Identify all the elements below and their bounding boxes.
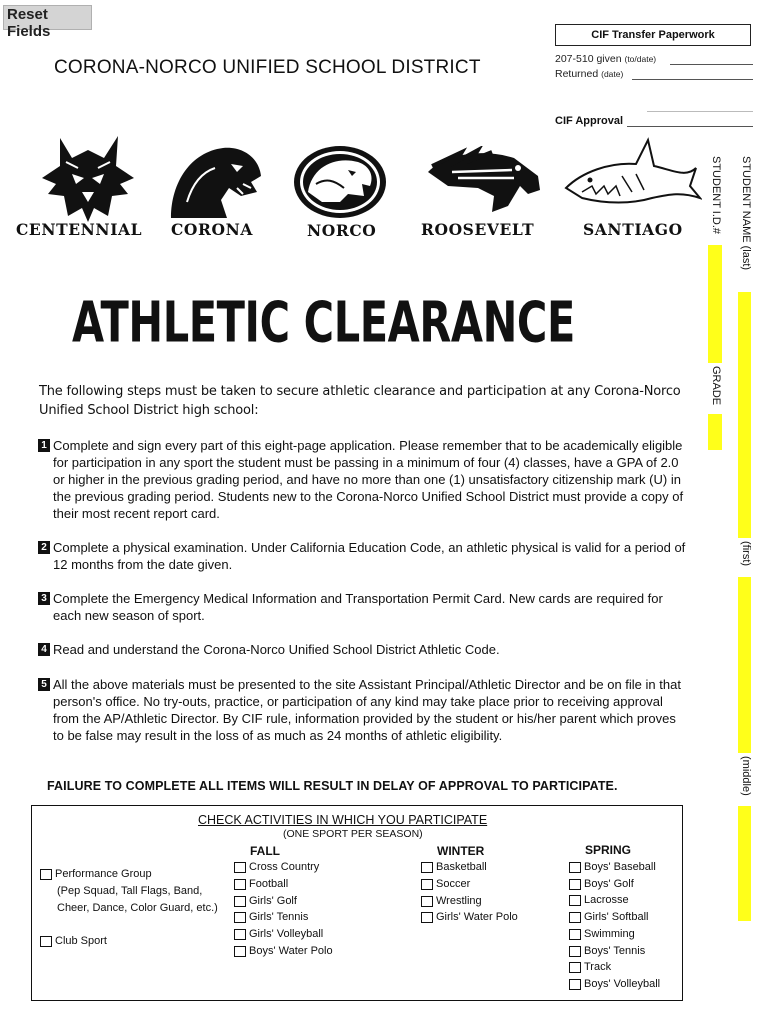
mustang-logo-icon [422, 146, 544, 216]
checkbox-label: Girls' Golf [249, 895, 297, 907]
step-number: 5 [38, 678, 50, 691]
step-text: All the above materials must be presented to the site Assistant Principal/Athletic Director and be on file in that person's office. No try-outs, practice, or participation of any kind may take place prior to receiving approval from the AP/Athletic Director. By CIF rule, information provided by the student or his/her parent which proves to be false may result in the loss of as much as 24 months of athletic eligibility. [53, 677, 681, 743]
checkbox-boys-golf[interactable] [569, 878, 634, 890]
fall-heading: FALL [250, 844, 280, 858]
checkbox-label: Boys' Golf [584, 878, 634, 890]
step-number: 4 [38, 643, 50, 656]
checkbox[interactable] [569, 862, 581, 873]
student-name-last-label: STUDENT NAME (last) [740, 156, 752, 271]
checkbox-basketball[interactable] [421, 861, 487, 873]
checkbox-football[interactable] [234, 878, 288, 890]
winter-heading: WINTER [437, 844, 485, 858]
checkbox-lacrosse[interactable] [569, 894, 629, 906]
cif-approval-label: CIF Approval [555, 115, 624, 127]
checkbox-label: Girls' Softball [584, 911, 649, 923]
cif-transfer-box: CIF Transfer Paperwork [555, 24, 751, 46]
cif-returned-label: Returned (date) [555, 68, 624, 80]
checkbox-boys-volleyball[interactable] [569, 978, 660, 990]
step-text: Complete the Emergency Medical Information and Transportation Permit Card. New cards are required for each new season of sport. [53, 591, 663, 623]
checkbox[interactable] [234, 862, 246, 873]
student-name-first-label: (first) [740, 541, 752, 567]
checkbox[interactable] [569, 895, 581, 906]
checkbox-wrestling[interactable] [421, 895, 482, 907]
cif-approval-field[interactable] [627, 126, 753, 127]
checkbox-swimming[interactable] [569, 928, 635, 940]
checkbox-label: Girls' Volleyball [249, 928, 324, 940]
checkbox[interactable] [569, 962, 581, 973]
checkbox-boys-baseball[interactable] [569, 861, 656, 873]
school-norco: NORCO [307, 221, 377, 240]
checkbox-track[interactable] [569, 961, 611, 973]
step-text: Complete a physical examination. Under California Education Code, an athletic physical is valid for a period of 12 months from the date given. [53, 540, 686, 572]
student-id-label: STUDENT I.D.# [710, 156, 722, 235]
cif-given-field[interactable] [670, 64, 753, 65]
checkbox[interactable] [234, 896, 246, 907]
checkbox[interactable] [234, 929, 246, 940]
performance-desc-1: (Pep Squad, Tall Flags, Band, [57, 885, 203, 897]
checkbox[interactable] [569, 879, 581, 890]
step-5 [38, 676, 688, 744]
step-4 [38, 641, 688, 658]
spring-heading: SPRING [585, 843, 632, 857]
checkbox-label: Boys' Water Polo [249, 945, 333, 957]
step-number: 1 [38, 439, 50, 452]
checkbox-girls-golf[interactable] [234, 895, 297, 907]
school-santiago: SANTIAGO [583, 220, 683, 239]
husky-logo-icon [38, 132, 138, 224]
checkbox[interactable] [421, 879, 433, 890]
checkbox[interactable] [234, 879, 246, 890]
checkbox-label: Lacrosse [584, 894, 629, 906]
checkbox-label: Track [584, 961, 612, 973]
checkbox[interactable] [234, 912, 246, 923]
checkbox-girls-softball[interactable] [569, 911, 648, 923]
checkbox-performance-group[interactable] [40, 868, 152, 880]
step-2 [38, 539, 688, 573]
checkbox-label: Boys' Tennis [584, 945, 646, 957]
checkbox-girls-tennis[interactable] [234, 911, 308, 923]
grade-label: GRADE [710, 366, 722, 406]
checkbox[interactable] [421, 912, 433, 923]
checkbox[interactable] [569, 946, 581, 957]
checkbox-label: Wrestling [436, 895, 482, 907]
shark-logo-icon [562, 136, 702, 214]
checkbox[interactable] [234, 946, 246, 957]
page-title: ATHLETIC CLEARANCE [72, 290, 575, 355]
checkbox[interactable] [569, 912, 581, 923]
reset-fields-button[interactable]: Reset Fields [3, 5, 92, 30]
step-number: 2 [38, 541, 50, 554]
grade-field[interactable] [708, 414, 722, 450]
school-corona: CORONA [171, 220, 254, 239]
student-name-last-field[interactable] [738, 292, 751, 538]
checkbox-label: Girls' Tennis [249, 911, 309, 923]
checkbox[interactable] [569, 979, 581, 990]
checkbox-label: Club Sport [55, 935, 107, 947]
checkbox-label: Soccer [436, 878, 471, 890]
student-name-middle-label: (middle) [740, 756, 752, 796]
checkbox-soccer[interactable] [421, 878, 470, 890]
checkbox-label: Girls' Water Polo [436, 911, 518, 923]
panther-logo-icon [167, 142, 265, 222]
checkbox-label: Swimming [584, 928, 635, 940]
step-number: 3 [38, 592, 50, 605]
checkbox-label: Boys' Volleyball [584, 978, 661, 990]
step-1 [38, 437, 688, 522]
checkbox-boys-water-polo[interactable] [234, 945, 333, 957]
checkbox-girls-volleyball[interactable] [234, 928, 323, 940]
checkbox-label: Basketball [436, 861, 487, 873]
student-name-middle-field[interactable] [738, 806, 751, 921]
performance-desc-2: Cheer, Dance, Color Guard, etc.) [57, 902, 218, 914]
norco-logo-icon [292, 144, 388, 220]
activities-subtitle: (ONE SPORT PER SEASON) [283, 828, 423, 840]
school-centennial: CENTENNIAL [16, 220, 143, 239]
cif-blank-line [647, 111, 753, 112]
step-3 [38, 590, 688, 624]
step-text: Read and understand the Corona-Norco Unified School District Athletic Code. [53, 642, 500, 657]
step-text: Complete and sign every part of this eight-page application. Please remember that to be academically eligible for participation in any sport the student must be passing in a minimum of four (4) classes, have a GPA of 2.0 or higher in the previous grading period, and have no more than one (1) unsatisfactory citizenship mark (U) in the previous grading period. Students new to the Corona-Norco Unified School District must provide a copy of their most recent report card. [53, 438, 684, 521]
checkbox-club-sport[interactable] [40, 935, 107, 947]
checkbox-boys-tennis[interactable] [569, 945, 645, 957]
checkbox-label: Performance Group [55, 868, 152, 880]
checkbox[interactable] [421, 862, 433, 873]
checkbox-girls-water-polo[interactable] [421, 911, 518, 923]
checkbox[interactable] [40, 936, 52, 947]
checkbox[interactable] [569, 929, 581, 940]
checkbox[interactable] [40, 869, 52, 880]
cif-given-label: 207-510 given (to/date) [555, 53, 657, 65]
school-roosevelt: ROOSEVELT [421, 220, 535, 239]
checkbox-label: Football [249, 878, 289, 890]
checkbox-label: Boys' Baseball [584, 861, 656, 873]
district-name: CORONA-NORCO UNIFIED SCHOOL DISTRICT [54, 57, 481, 78]
cif-returned-field[interactable] [632, 79, 753, 80]
student-name-first-field[interactable] [738, 577, 751, 753]
activities-title: CHECK ACTIVITIES IN WHICH YOU PARTICIPATE [198, 813, 488, 827]
failure-warning: FAILURE TO COMPLETE ALL ITEMS WILL RESULT IN DELAY OF APPROVAL TO PARTICIPATE. [47, 779, 618, 793]
intro-text: The following steps must be taken to secure athletic clearance and participation at any Corona-Norco Unified School District high school: [39, 384, 681, 418]
checkbox-label: Cross Country [249, 861, 320, 873]
student-id-field[interactable] [708, 245, 722, 363]
checkbox-cross-country[interactable] [234, 861, 319, 873]
checkbox[interactable] [421, 896, 433, 907]
